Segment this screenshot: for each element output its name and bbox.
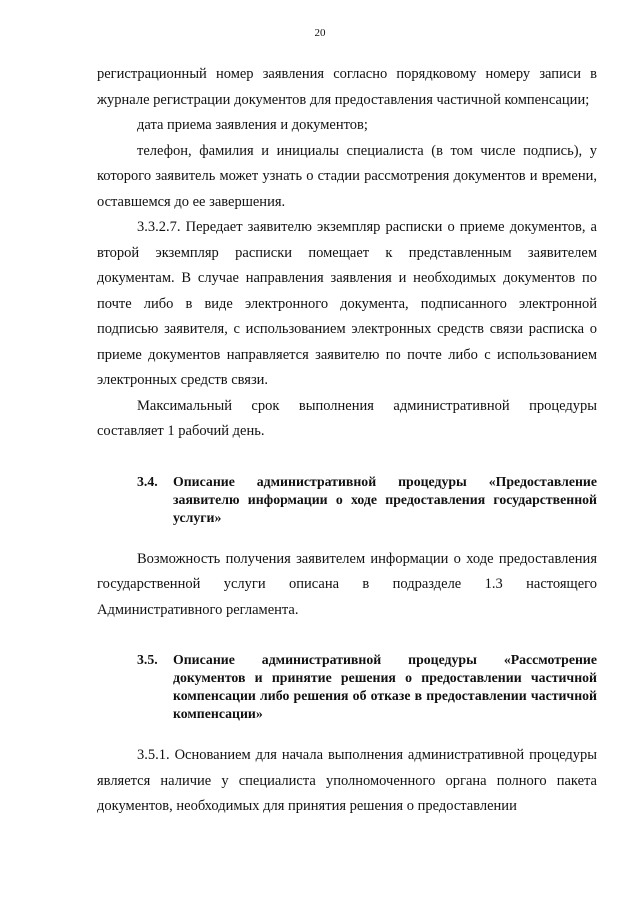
section-number-3-5: 3.5. xyxy=(137,652,158,667)
document-body xyxy=(97,62,597,820)
section-title-3-5: Описание административной процедуры «Рассмотрение документов и принятие решения о предоставлении частичной компенсации либо решения об отказе в предоставлении частичной компенсации» xyxy=(173,652,597,721)
section-heading-3-4 xyxy=(137,473,597,527)
page-number: 20 xyxy=(314,27,326,39)
section-title-3-4: Описание административной процедуры «Предоставление заявителю информации о ходе предоставления государственной услуги» xyxy=(173,473,597,525)
paragraph-section-3-4-body: Возможность получения заявителем информации о ходе предоставления государственной услуги описана в подразделе 1.3 настоящего Административного регламента. xyxy=(97,550,597,618)
paragraph-max-duration: Максимальный срок выполнения административной процедуры составляет 1 рабочий день. xyxy=(97,397,597,439)
section-heading-3-5 xyxy=(137,651,597,723)
paragraph-clause-3-5-1: 3.5.1. Основанием для начала выполнения административной процедуры является наличие у специалиста уполномоченного органа полного пакета документов, необходимых для принятия решения о предоставлении xyxy=(97,747,597,814)
paragraph-registration-number: регистрационный номер заявления согласно порядковому номеру записи в журнале регистрации документов для предоставления частичной компенсации; xyxy=(97,66,597,108)
paragraph-specialist-contact: телефон, фамилия и инициалы специалиста (в том числе подпись), у которого заявитель может узнать о стадии рассмотрения документов и времени, оставшемся до ее завершения. xyxy=(97,142,597,210)
section-number-3-4: 3.4. xyxy=(137,473,158,489)
paragraph-receipt-date: дата приема заявления и документов; xyxy=(137,117,368,133)
paragraph-clause-3-3-2-7: 3.3.2.7. Передает заявителю экземпляр расписки о приеме документов, а второй экземпляр расписки помещает к представленным заявителем документам. В случае направления заявления и необходимых документов по почте либо в виде электронного документа, подписанного электронной подписью заявителя, с использованием электронных средств связи расписка о приеме документов направляется заявителю по почте либо с использованием электронных средств связи. xyxy=(97,219,597,388)
